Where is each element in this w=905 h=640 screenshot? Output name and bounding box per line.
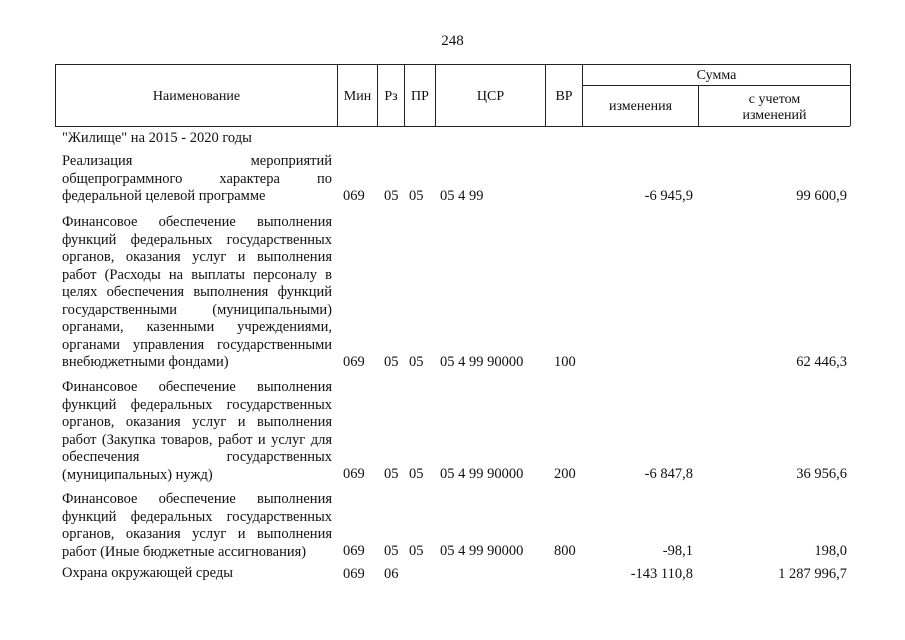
header-pr: ПР bbox=[411, 89, 429, 104]
header-change: изменения bbox=[608, 99, 673, 114]
header-with-changes bbox=[699, 92, 850, 124]
header-name: Наименование bbox=[152, 89, 241, 104]
cell-vr: 100 bbox=[554, 353, 576, 370]
cell-pr: 05 bbox=[409, 187, 424, 204]
section-title: "Жилище" на 2015 - 2020 годы bbox=[62, 130, 252, 146]
cell-rz: 05 bbox=[384, 542, 399, 559]
cell-min: 069 bbox=[343, 565, 365, 582]
cell-rz: 06 bbox=[384, 565, 399, 582]
cell-change: -143 110,8 bbox=[630, 565, 693, 582]
table-row bbox=[0, 379, 905, 483]
cell-change: -6 945,9 bbox=[644, 187, 693, 204]
cell-vr: 800 bbox=[554, 542, 576, 559]
cell-csr: 05 4 99 90000 bbox=[440, 542, 524, 559]
header-with-changes-line2: изменений bbox=[742, 108, 807, 123]
cell-csr: 05 4 99 bbox=[440, 187, 484, 204]
cell-change: -98,1 bbox=[662, 542, 693, 559]
header-min: Мин bbox=[343, 89, 372, 104]
cell-rz: 05 bbox=[384, 353, 399, 370]
row-name: Финансовое обеспечение выполнения функций федеральных государственных органов, оказания услуг и выполнения работ (Расходы на выплаты персоналу в целях обеспечения выполнения функций государственными (муниципальными) органами, казенными учреждениями, органами управления государственными внебюджетными фондами) bbox=[62, 214, 332, 370]
row-name: Реализация мероприятий общепрограммного характера по федеральной целевой программе bbox=[62, 153, 332, 204]
cell-rz: 05 bbox=[384, 187, 399, 204]
cell-min: 069 bbox=[343, 187, 365, 204]
header-bottom-border bbox=[55, 126, 850, 127]
header-rz: Рз bbox=[384, 89, 398, 104]
cell-min: 069 bbox=[343, 465, 365, 482]
table-row bbox=[0, 153, 905, 205]
row-name: Финансовое обеспечение выполнения функций федеральных государственных органов, оказания услуг и выполнения работ (Иные бюджетные ассигнования) bbox=[62, 491, 332, 560]
table-row bbox=[0, 214, 905, 371]
page-number: 248 bbox=[441, 33, 464, 49]
header-vr: ВР bbox=[555, 89, 573, 104]
header-top-border bbox=[55, 64, 850, 65]
cell-total: 62 446,3 bbox=[796, 353, 847, 370]
cell-total: 99 600,9 bbox=[796, 187, 847, 204]
cell-min: 069 bbox=[343, 542, 365, 559]
cell-min: 069 bbox=[343, 353, 365, 370]
table-row bbox=[0, 491, 905, 560]
table-row bbox=[0, 565, 905, 583]
cell-vr: 200 bbox=[554, 465, 576, 482]
row-name: Охрана окружающей среды bbox=[62, 565, 233, 581]
cell-csr: 05 4 99 90000 bbox=[440, 353, 524, 370]
header-csr: ЦСР bbox=[476, 89, 505, 104]
sum-divider bbox=[582, 85, 850, 86]
cell-pr: 05 bbox=[409, 542, 424, 559]
cell-total: 198,0 bbox=[814, 542, 847, 559]
header-right-border bbox=[850, 64, 851, 126]
cell-change: -6 847,8 bbox=[644, 465, 693, 482]
cell-rz: 05 bbox=[384, 465, 399, 482]
header-sum: Сумма bbox=[696, 68, 737, 83]
cell-total: 36 956,6 bbox=[796, 465, 847, 482]
cell-pr: 05 bbox=[409, 465, 424, 482]
cell-pr: 05 bbox=[409, 353, 424, 370]
header-with-changes-line1: с учетом bbox=[748, 92, 801, 107]
cell-csr: 05 4 99 90000 bbox=[440, 465, 524, 482]
row-name: Финансовое обеспечение выполнения функций федеральных государственных органов, оказания услуг и выполнения работ (Закупка товаров, работ и услуг для обеспечения государственных (муниципальных) нужд) bbox=[62, 379, 332, 483]
cell-total: 1 287 996,7 bbox=[778, 565, 847, 582]
